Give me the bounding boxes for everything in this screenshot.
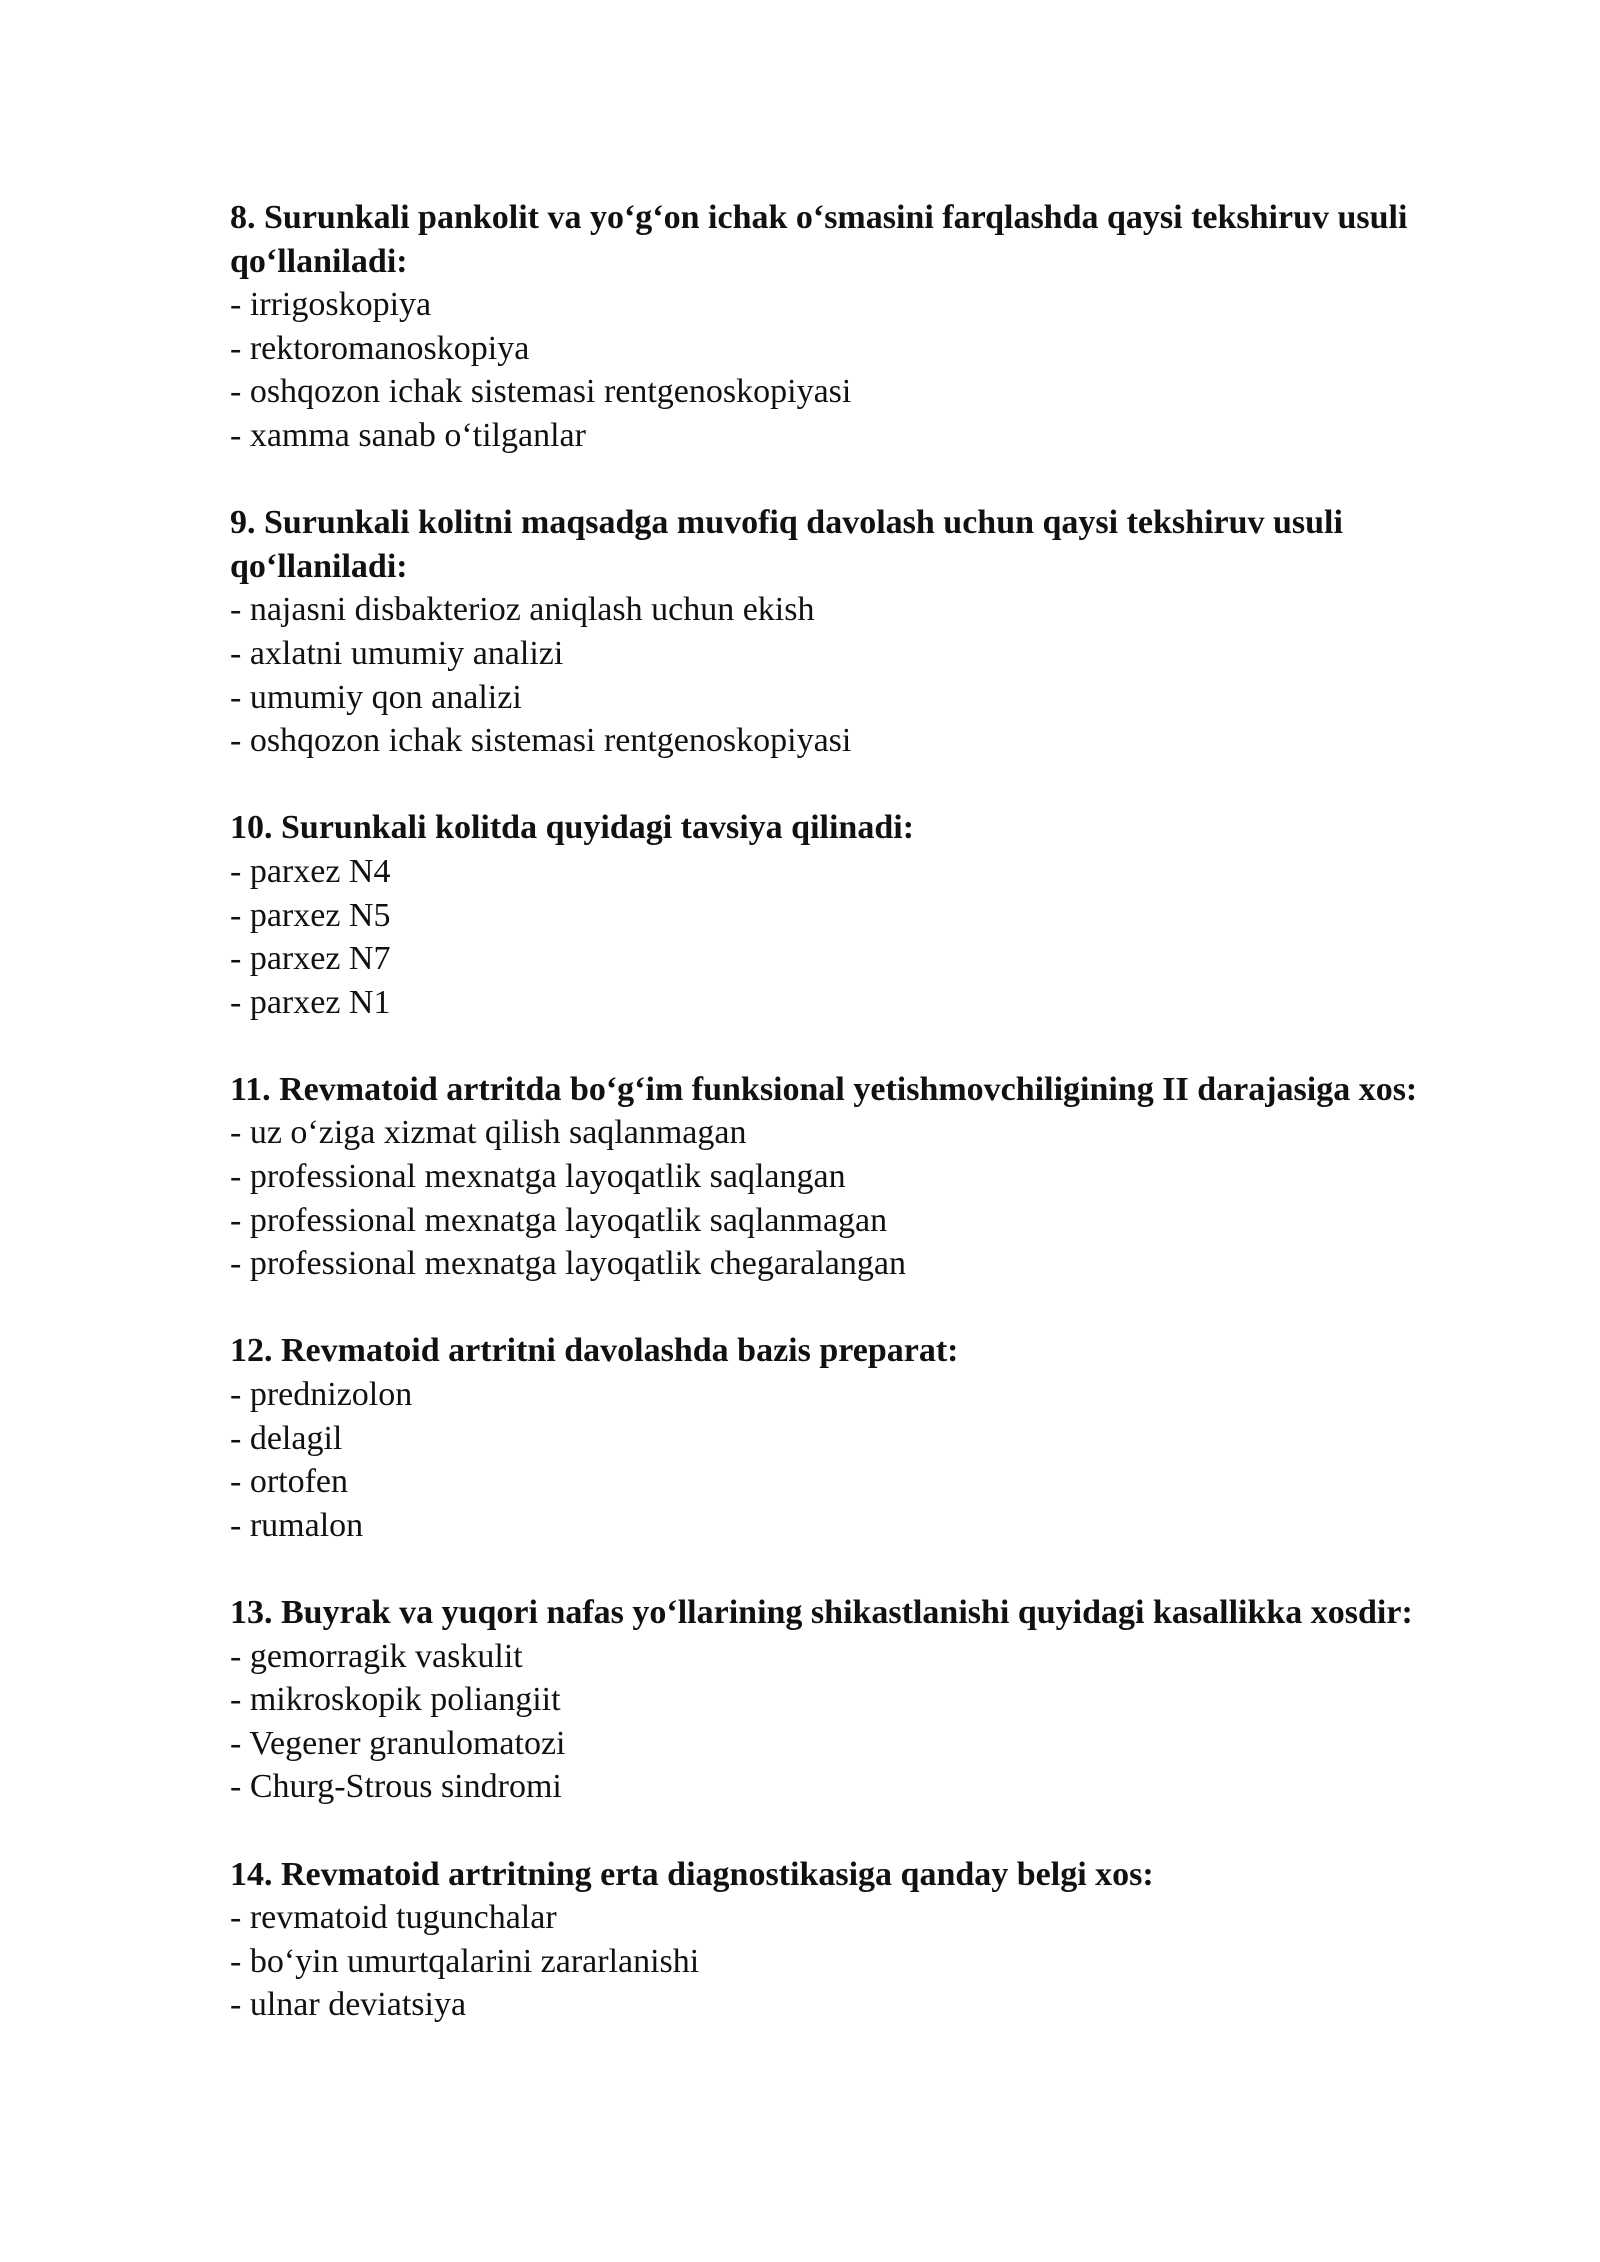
answer-option: - gemorragik vaskulit: [230, 1635, 1500, 1679]
question-title: 9. Surunkali kolitni maqsadga muvofiq davolash uchun qaysi tekshiruv usuli qo‘llaniladi:: [230, 504, 1343, 585]
question-title: 10. Surunkali kolitda quyidagi tavsiya qilinadi:: [230, 809, 915, 847]
question-8: [230, 196, 1500, 458]
question-13: [230, 1591, 1500, 1809]
answer-options: [230, 1896, 1500, 2027]
answer-option: - najasni disbakterioz aniqlash uchun ekish: [230, 588, 1500, 632]
answer-options: [230, 1111, 1500, 1285]
question-10: [230, 806, 1500, 1024]
answer-option: - Churg-Strous sindromi: [230, 1765, 1500, 1809]
answer-option: - revmatoid tugunchalar: [230, 1896, 1500, 1940]
answer-option: - oshqozon ichak sistemasi rentgenoskopiyasi: [230, 370, 1500, 414]
answer-option: - professional mexnatga layoqatlik saqlangan: [230, 1155, 1500, 1199]
answer-option: - irrigoskopiya: [230, 283, 1500, 327]
answer-option: - parxez N1: [230, 981, 1500, 1025]
answer-option: - parxez N7: [230, 937, 1500, 981]
question-title: 13. Buyrak va yuqori nafas yo‘llarining shikastlanishi quyidagi kasallikka xosdir:: [230, 1594, 1413, 1631]
question-title: 8. Surunkali pankolit va yo‘g‘on ichak o‘smasini farqlashda qaysi tekshiruv usuli qo‘llaniladi:: [230, 199, 1408, 280]
answer-option: - rektoromanoskopiya: [230, 327, 1500, 371]
answer-option: - bo‘yin umurtqalarini zararlanishi: [230, 1940, 1500, 1984]
question-9: [230, 501, 1500, 763]
question-14: [230, 1853, 1500, 2027]
question-title: 12. Revmatoid artritni davolashda bazis preparat:: [230, 1332, 959, 1370]
answer-options: [230, 850, 1500, 1024]
answer-option: - uz o‘ziga xizmat qilish saqlanmagan: [230, 1111, 1500, 1155]
answer-option: - rumalon: [230, 1504, 1500, 1548]
answer-option: - Vegener granulomatozi: [230, 1722, 1500, 1766]
question-11: [230, 1068, 1500, 1286]
answer-options: [230, 1373, 1500, 1547]
answer-option: - parxez N4: [230, 850, 1500, 894]
answer-option: - professional mexnatga layoqatlik chegaralangan: [230, 1242, 1500, 1286]
answer-options: [230, 283, 1500, 457]
answer-option: - xamma sanab o‘tilganlar: [230, 414, 1500, 458]
answer-options: [230, 1635, 1500, 1809]
answer-option: - oshqozon ichak sistemasi rentgenoskopiyasi: [230, 719, 1500, 763]
answer-option: - prednizolon: [230, 1373, 1500, 1417]
answer-option: - ulnar deviatsiya: [230, 1983, 1500, 2027]
answer-option: - parxez N5: [230, 894, 1500, 938]
answer-options: [230, 588, 1500, 762]
answer-option: - mikroskopik poliangiit: [230, 1678, 1500, 1722]
question-title: 11. Revmatoid artritda bo‘g‘im funksional yetishmovchiligining II darajasiga xos:: [230, 1070, 1418, 1108]
question-12: [230, 1329, 1500, 1547]
answer-option: - delagil: [230, 1417, 1500, 1461]
document-page: [230, 196, 1500, 2071]
answer-option: - ortofen: [230, 1460, 1500, 1504]
answer-option: - umumiy qon analizi: [230, 676, 1500, 720]
answer-option: - axlatni umumiy analizi: [230, 632, 1500, 676]
answer-option: - professional mexnatga layoqatlik saqlanmagan: [230, 1199, 1500, 1243]
question-title: 14. Revmatoid artritning erta diagnostikasiga qanday belgi xos:: [230, 1855, 1154, 1893]
